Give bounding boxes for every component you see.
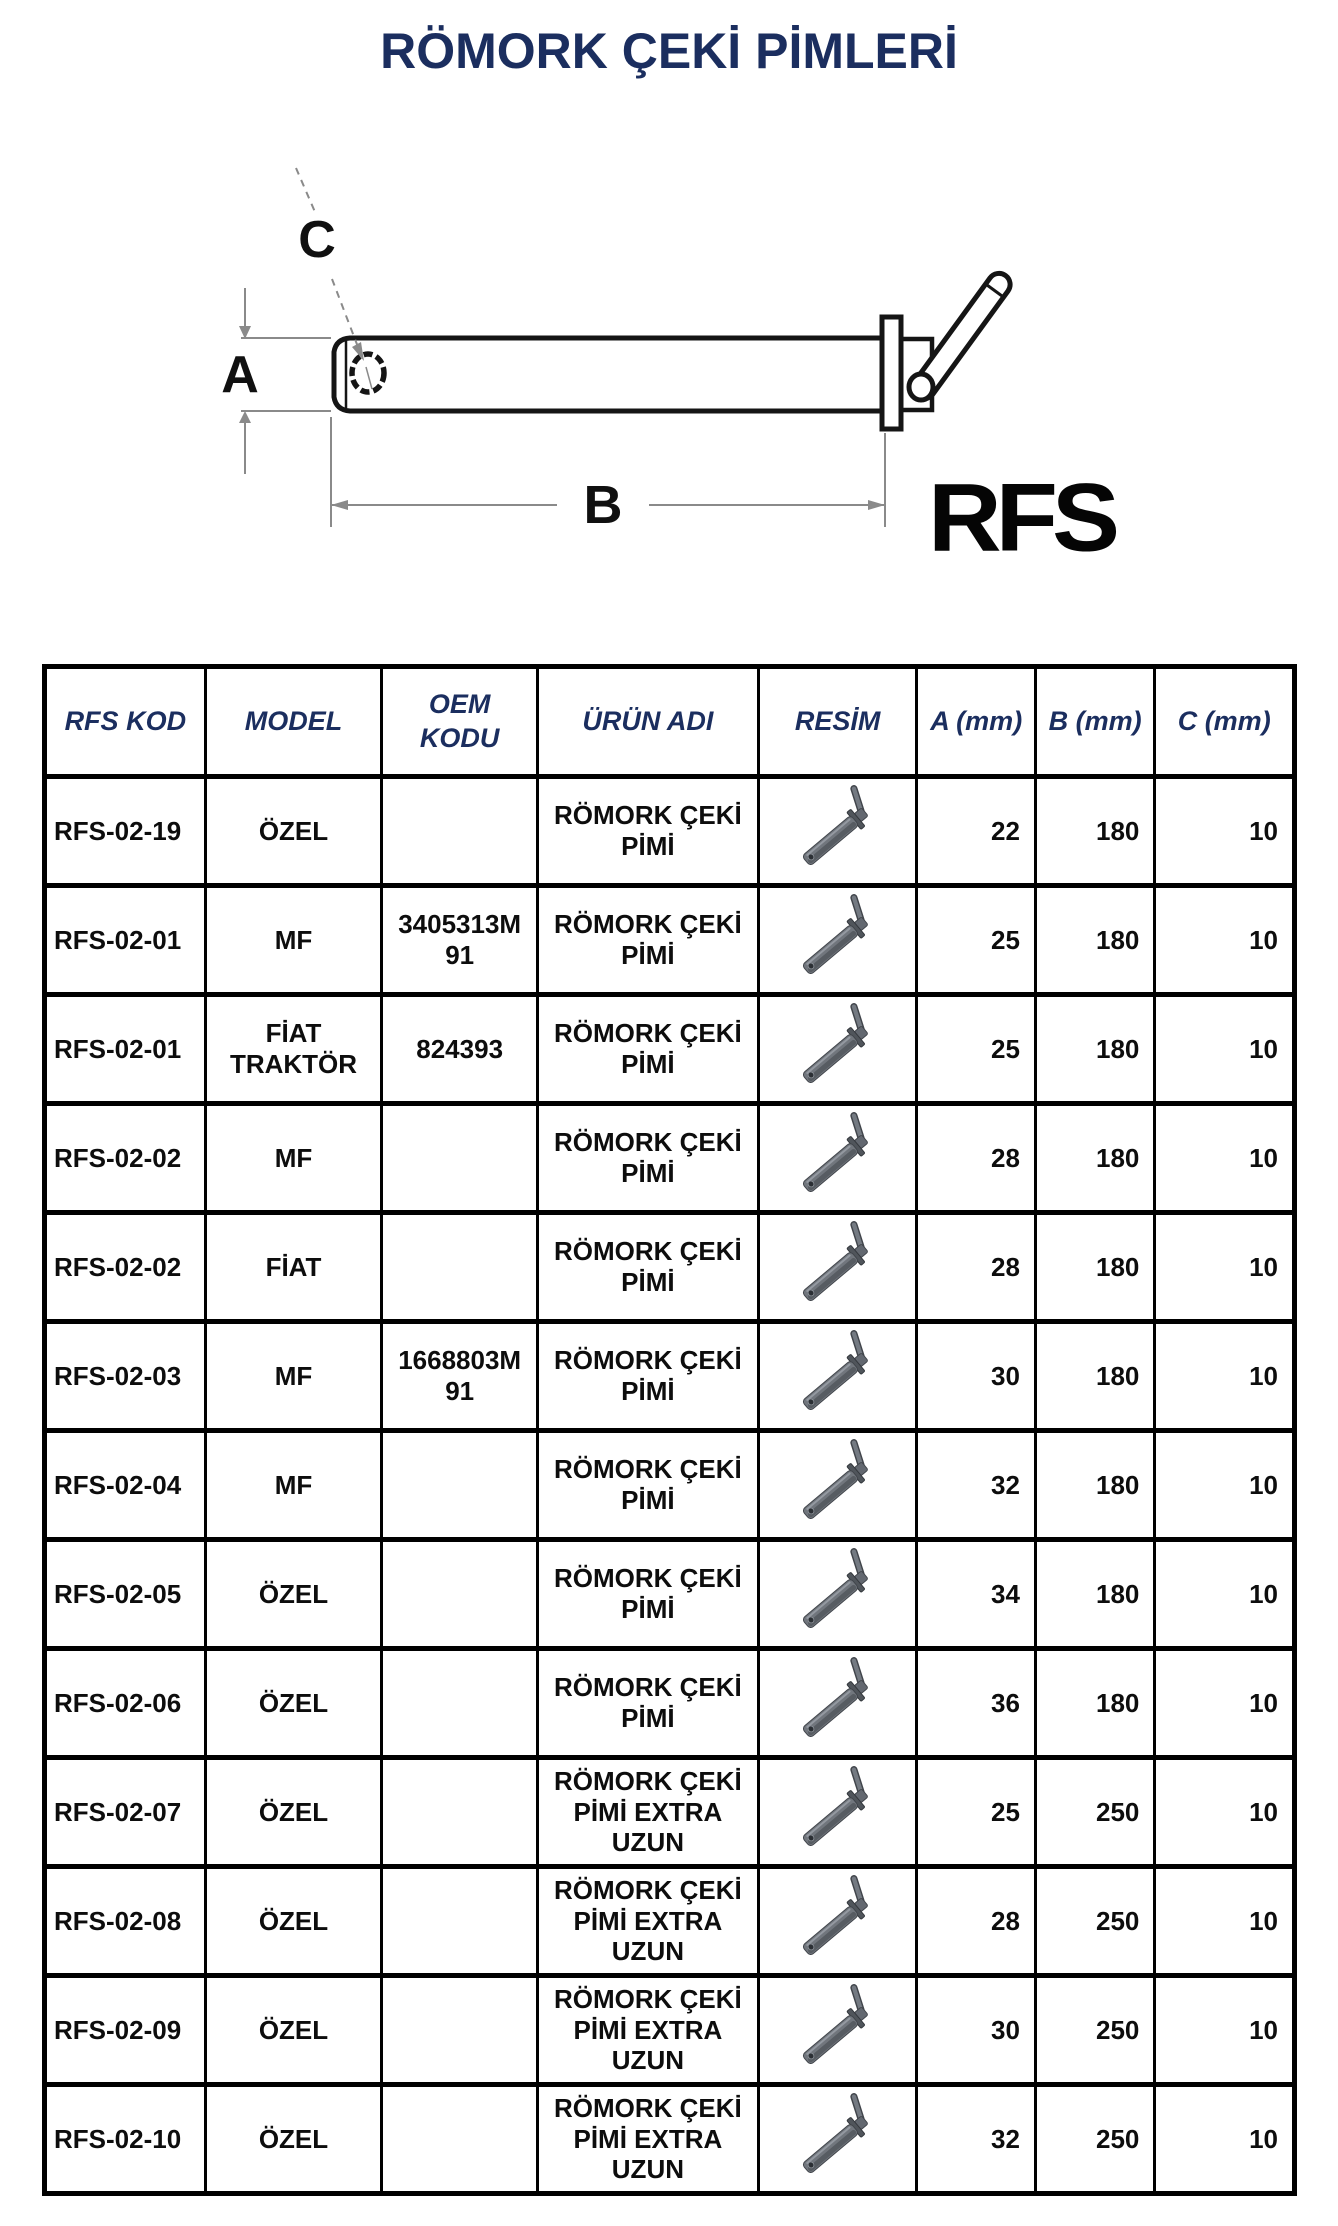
rfs-kod-value: RFS-02-07: [54, 1796, 182, 1827]
b-mm-value: 180: [1096, 815, 1140, 846]
oem-kodu-value: 3405313M 91: [398, 909, 522, 970]
cell-rfs-kod: [45, 1213, 206, 1322]
table-row: [45, 1104, 1295, 1213]
b-mm-value: 180: [1096, 1469, 1140, 1500]
rfs-kod-value: RFS-02-05: [54, 1578, 182, 1609]
cell-b-mm: [1035, 886, 1154, 995]
rfs-kod-value: RFS-02-01: [54, 1033, 182, 1064]
col-header-b-mm: B (mm): [1035, 667, 1154, 777]
cell-a-mm: [917, 1976, 1035, 2085]
table-row: [45, 1322, 1295, 1431]
a-mm-value: 34: [991, 1578, 1020, 1609]
cell-urun-adi: [537, 1322, 758, 1431]
urun-adi-value: RÖMORK ÇEKİ PİMİ: [554, 1236, 742, 1297]
cell-model: [205, 1867, 382, 1976]
cell-rfs-kod: [45, 886, 206, 995]
a-mm-value: 30: [991, 1360, 1020, 1391]
col-header-rfs-kod: RFS KOD: [45, 667, 206, 777]
rfs-kod-value: RFS-02-02: [54, 1251, 182, 1282]
cell-a-mm: [917, 886, 1035, 995]
cell-urun-adi: [537, 1758, 758, 1867]
trailer-pin-photo: [777, 2089, 899, 2189]
trailer-pin-photo: [777, 890, 899, 990]
b-mm-value: 180: [1096, 1142, 1140, 1173]
cell-model: [205, 886, 382, 995]
model-value: ÖZEL: [258, 1578, 329, 1609]
urun-adi-value: RÖMORK ÇEKİ PİMİ: [554, 800, 742, 861]
label-b: B: [583, 475, 623, 535]
cell-urun-adi: [537, 1213, 758, 1322]
urun-adi-value: RÖMORK ÇEKİ PİMİ EXTRA UZUN: [554, 1983, 742, 2076]
label-a: A: [221, 346, 259, 404]
cell-model: [205, 1431, 382, 1540]
model-value: MF: [274, 1142, 313, 1173]
table-row: [45, 1867, 1295, 1976]
cell-b-mm: [1035, 777, 1154, 886]
trailer-pin-photo: [777, 1108, 899, 1208]
table-row: [45, 1213, 1295, 1322]
cell-resim: [758, 1540, 917, 1649]
header-row: [45, 667, 1295, 777]
cell-resim: [758, 1867, 917, 1976]
c-mm-value: 10: [1249, 1578, 1278, 1609]
urun-adi-value: RÖMORK ÇEKİ PİMİ: [554, 1345, 742, 1406]
a-mm-value: 32: [991, 1469, 1020, 1500]
trailer-pin-photo: [777, 1980, 899, 2080]
cell-urun-adi: [537, 886, 758, 995]
rfs-kod-value: RFS-02-08: [54, 1905, 182, 1936]
pin-handle: [909, 273, 1010, 400]
cell-resim: [758, 1976, 917, 2085]
urun-adi-value: RÖMORK ÇEKİ PİMİ EXTRA UZUN: [554, 2092, 742, 2185]
cell-b-mm: [1035, 1104, 1154, 1213]
cell-rfs-kod: [45, 1104, 206, 1213]
model-value: MF: [274, 1469, 313, 1500]
c-mm-value: 10: [1249, 1469, 1278, 1500]
cell-a-mm: [917, 1322, 1035, 1431]
cell-c-mm: [1155, 1431, 1295, 1540]
oem-kodu-value: 824393: [416, 1033, 504, 1064]
cell-model: [205, 1649, 382, 1758]
cell-model: [205, 1540, 382, 1649]
cell-c-mm: [1155, 1649, 1295, 1758]
cell-b-mm: [1035, 1213, 1154, 1322]
cell-b-mm: [1035, 1867, 1154, 1976]
parts-table-header: [45, 667, 1295, 777]
c-mm-value: 10: [1249, 1687, 1278, 1718]
cell-oem-kodu: [382, 1649, 538, 1758]
urun-adi-value: RÖMORK ÇEKİ PİMİ EXTRA UZUN: [554, 1874, 742, 1967]
table-row: [45, 995, 1295, 1104]
table-row: [45, 1758, 1295, 1867]
cell-rfs-kod: [45, 2085, 206, 2194]
cell-rfs-kod: [45, 1431, 206, 1540]
cell-urun-adi: [537, 2085, 758, 2194]
rfs-kod-value: RFS-02-19: [54, 815, 182, 846]
cell-oem-kodu: [382, 1322, 538, 1431]
model-value: MF: [274, 1360, 313, 1391]
cell-resim: [758, 1104, 917, 1213]
c-mm-value: 10: [1249, 1905, 1278, 1936]
a-mm-value: 28: [991, 1905, 1020, 1936]
b-mm-value: 180: [1096, 1360, 1140, 1391]
table-row: [45, 1649, 1295, 1758]
b-mm-value: 250: [1096, 2123, 1140, 2154]
cell-oem-kodu: [382, 1758, 538, 1867]
c-mm-value: 10: [1249, 2123, 1278, 2154]
trailer-pin-photo: [777, 1435, 899, 1535]
rfs-kod-value: RFS-02-09: [54, 2014, 182, 2045]
b-mm-value: 180: [1096, 1687, 1140, 1718]
cell-oem-kodu: [382, 777, 538, 886]
parts-table: [42, 664, 1297, 2196]
cell-model: [205, 995, 382, 1104]
table-row: [45, 777, 1295, 886]
cell-rfs-kod: [45, 1758, 206, 1867]
model-value: ÖZEL: [258, 2014, 329, 2045]
trailer-pin-photo: [777, 781, 899, 881]
cell-rfs-kod: [45, 1322, 206, 1431]
cell-a-mm: [917, 777, 1035, 886]
cell-c-mm: [1155, 1322, 1295, 1431]
cell-resim: [758, 2085, 917, 2194]
cell-oem-kodu: [382, 2085, 538, 2194]
model-value: ÖZEL: [258, 1905, 329, 1936]
c-mm-value: 10: [1249, 1360, 1278, 1391]
cell-a-mm: [917, 1104, 1035, 1213]
cell-oem-kodu: [382, 995, 538, 1104]
cell-c-mm: [1155, 1976, 1295, 2085]
cell-urun-adi: [537, 777, 758, 886]
urun-adi-value: RÖMORK ÇEKİ PİMİ: [554, 1018, 742, 1079]
trailer-pin-photo: [777, 1217, 899, 1317]
rfs-kod-value: RFS-02-10: [54, 2123, 182, 2154]
a-mm-value: 22: [991, 815, 1020, 846]
cell-b-mm: [1035, 1976, 1154, 2085]
handle-pivot: [909, 374, 933, 400]
label-c: C: [298, 211, 336, 269]
cell-c-mm: [1155, 1104, 1295, 1213]
cell-resim: [758, 1758, 917, 1867]
rfs-kod-value: RFS-02-06: [54, 1687, 182, 1718]
rfs-kod-value: RFS-02-01: [54, 924, 182, 955]
trailer-pin-photo: [777, 1762, 899, 1862]
cell-oem-kodu: [382, 1540, 538, 1649]
cell-a-mm: [917, 2085, 1035, 2194]
cell-c-mm: [1155, 886, 1295, 995]
a-mm-value: 28: [991, 1142, 1020, 1173]
cell-a-mm: [917, 1867, 1035, 1976]
cell-c-mm: [1155, 995, 1295, 1104]
cell-model: [205, 1758, 382, 1867]
a-mm-value: 30: [991, 2014, 1020, 2045]
table-row: [45, 886, 1295, 995]
table-row: [45, 1976, 1295, 2085]
cell-oem-kodu: [382, 1431, 538, 1540]
cell-a-mm: [917, 1758, 1035, 1867]
urun-adi-value: RÖMORK ÇEKİ PİMİ: [554, 909, 742, 970]
table-row: [45, 1540, 1295, 1649]
cell-c-mm: [1155, 1213, 1295, 1322]
cell-b-mm: [1035, 1322, 1154, 1431]
cell-c-mm: [1155, 2085, 1295, 2194]
cell-resim: [758, 995, 917, 1104]
urun-adi-value: RÖMORK ÇEKİ PİMİ: [554, 1127, 742, 1188]
pin-body-outline: [334, 338, 885, 411]
cell-rfs-kod: [45, 1867, 206, 1976]
model-value: MF: [274, 924, 313, 955]
c-mm-value: 10: [1249, 2014, 1278, 2045]
cell-rfs-kod: [45, 1649, 206, 1758]
a-mm-value: 32: [991, 2123, 1020, 2154]
c-mm-value: 10: [1249, 1251, 1278, 1282]
pin-technical-drawing: [0, 90, 1338, 650]
trailer-pin-photo: [777, 1653, 899, 1753]
cell-oem-kodu: [382, 1213, 538, 1322]
a-mm-value: 36: [991, 1687, 1020, 1718]
cell-a-mm: [917, 1540, 1035, 1649]
col-header-c-mm: C (mm): [1155, 667, 1295, 777]
cell-model: [205, 1104, 382, 1213]
cell-model: [205, 1976, 382, 2085]
cell-rfs-kod: [45, 1976, 206, 2085]
model-value: FİAT: [265, 1251, 322, 1282]
model-value: ÖZEL: [258, 815, 329, 846]
col-header-urun-adi: ÜRÜN ADI: [537, 667, 758, 777]
cell-resim: [758, 1322, 917, 1431]
a-mm-value: 25: [991, 924, 1020, 955]
parts-table-body: [45, 777, 1295, 2194]
col-header-a-mm: A (mm): [917, 667, 1035, 777]
cell-c-mm: [1155, 1540, 1295, 1649]
cell-urun-adi: [537, 1976, 758, 2085]
cell-urun-adi: [537, 1104, 758, 1213]
trailer-pin-photo: [777, 1326, 899, 1426]
col-header-resim: RESİM: [758, 667, 917, 777]
b-mm-value: 250: [1096, 2014, 1140, 2045]
cell-urun-adi: [537, 1540, 758, 1649]
cell-model: [205, 2085, 382, 2194]
b-mm-value: 180: [1096, 1578, 1140, 1609]
cell-b-mm: [1035, 995, 1154, 1104]
cell-rfs-kod: [45, 1540, 206, 1649]
urun-adi-value: RÖMORK ÇEKİ PİMİ: [554, 1672, 742, 1733]
col-header-model: MODEL: [205, 667, 382, 777]
b-mm-value: 180: [1096, 924, 1140, 955]
urun-adi-value: RÖMORK ÇEKİ PİMİ EXTRA UZUN: [554, 1765, 742, 1858]
c-mm-value: 10: [1249, 1033, 1278, 1064]
cell-rfs-kod: [45, 995, 206, 1104]
cell-oem-kodu: [382, 1976, 538, 2085]
cell-b-mm: [1035, 1758, 1154, 1867]
rfs-kod-value: RFS-02-02: [54, 1142, 182, 1173]
model-value: ÖZEL: [258, 2123, 329, 2154]
cell-resim: [758, 1213, 917, 1322]
cell-a-mm: [917, 1431, 1035, 1540]
c-mm-value: 10: [1249, 1142, 1278, 1173]
oem-kodu-value: 1668803M 91: [398, 1345, 522, 1406]
c-mm-value: 10: [1249, 924, 1278, 955]
cell-a-mm: [917, 1213, 1035, 1322]
rfs-logo: RFS: [928, 462, 1114, 572]
col-header-oem-kodu: [382, 667, 538, 777]
trailer-pin-photo: [777, 999, 899, 1099]
model-value: ÖZEL: [258, 1687, 329, 1718]
cell-oem-kodu: [382, 1867, 538, 1976]
page-title: RÖMORK ÇEKİ PİMLERİ: [380, 23, 958, 79]
c-mm-value: 10: [1249, 1796, 1278, 1827]
cell-b-mm: [1035, 1540, 1154, 1649]
cell-oem-kodu: [382, 1104, 538, 1213]
cell-resim: [758, 1649, 917, 1758]
trailer-pin-photo: [777, 1544, 899, 1644]
rfs-kod-value: RFS-02-04: [54, 1469, 182, 1500]
cell-rfs-kod: [45, 777, 206, 886]
cell-c-mm: [1155, 1867, 1295, 1976]
cell-model: [205, 1213, 382, 1322]
b-mm-value: 250: [1096, 1796, 1140, 1827]
cell-resim: [758, 886, 917, 995]
urun-adi-value: RÖMORK ÇEKİ PİMİ: [554, 1563, 742, 1624]
cell-urun-adi: [537, 1431, 758, 1540]
b-mm-value: 180: [1096, 1033, 1140, 1064]
b-mm-value: 250: [1096, 1905, 1140, 1936]
c-mm-value: 10: [1249, 815, 1278, 846]
b-mm-value: 180: [1096, 1251, 1140, 1282]
model-value: FİAT TRAKTÖR: [229, 1018, 358, 1079]
cell-b-mm: [1035, 1649, 1154, 1758]
col-header-oem-kodu-label: OEM KODU: [419, 688, 500, 753]
cell-model: [205, 777, 382, 886]
pin-flange: [882, 317, 901, 429]
cell-resim: [758, 1431, 917, 1540]
a-mm-value: 28: [991, 1251, 1020, 1282]
cell-c-mm: [1155, 1758, 1295, 1867]
rfs-kod-value: RFS-02-03: [54, 1360, 182, 1391]
cell-urun-adi: [537, 995, 758, 1104]
cell-b-mm: [1035, 2085, 1154, 2194]
model-value: ÖZEL: [258, 1796, 329, 1827]
table-row: [45, 2085, 1295, 2194]
cell-a-mm: [917, 1649, 1035, 1758]
cell-oem-kodu: [382, 886, 538, 995]
a-mm-value: 25: [991, 1033, 1020, 1064]
cell-c-mm: [1155, 777, 1295, 886]
urun-adi-value: RÖMORK ÇEKİ PİMİ: [554, 1454, 742, 1515]
cell-a-mm: [917, 995, 1035, 1104]
cell-b-mm: [1035, 1431, 1154, 1540]
trailer-pin-photo: [777, 1871, 899, 1971]
cell-resim: [758, 777, 917, 886]
cell-urun-adi: [537, 1649, 758, 1758]
a-mm-value: 25: [991, 1796, 1020, 1827]
cell-model: [205, 1322, 382, 1431]
cell-urun-adi: [537, 1867, 758, 1976]
table-row: [45, 1431, 1295, 1540]
